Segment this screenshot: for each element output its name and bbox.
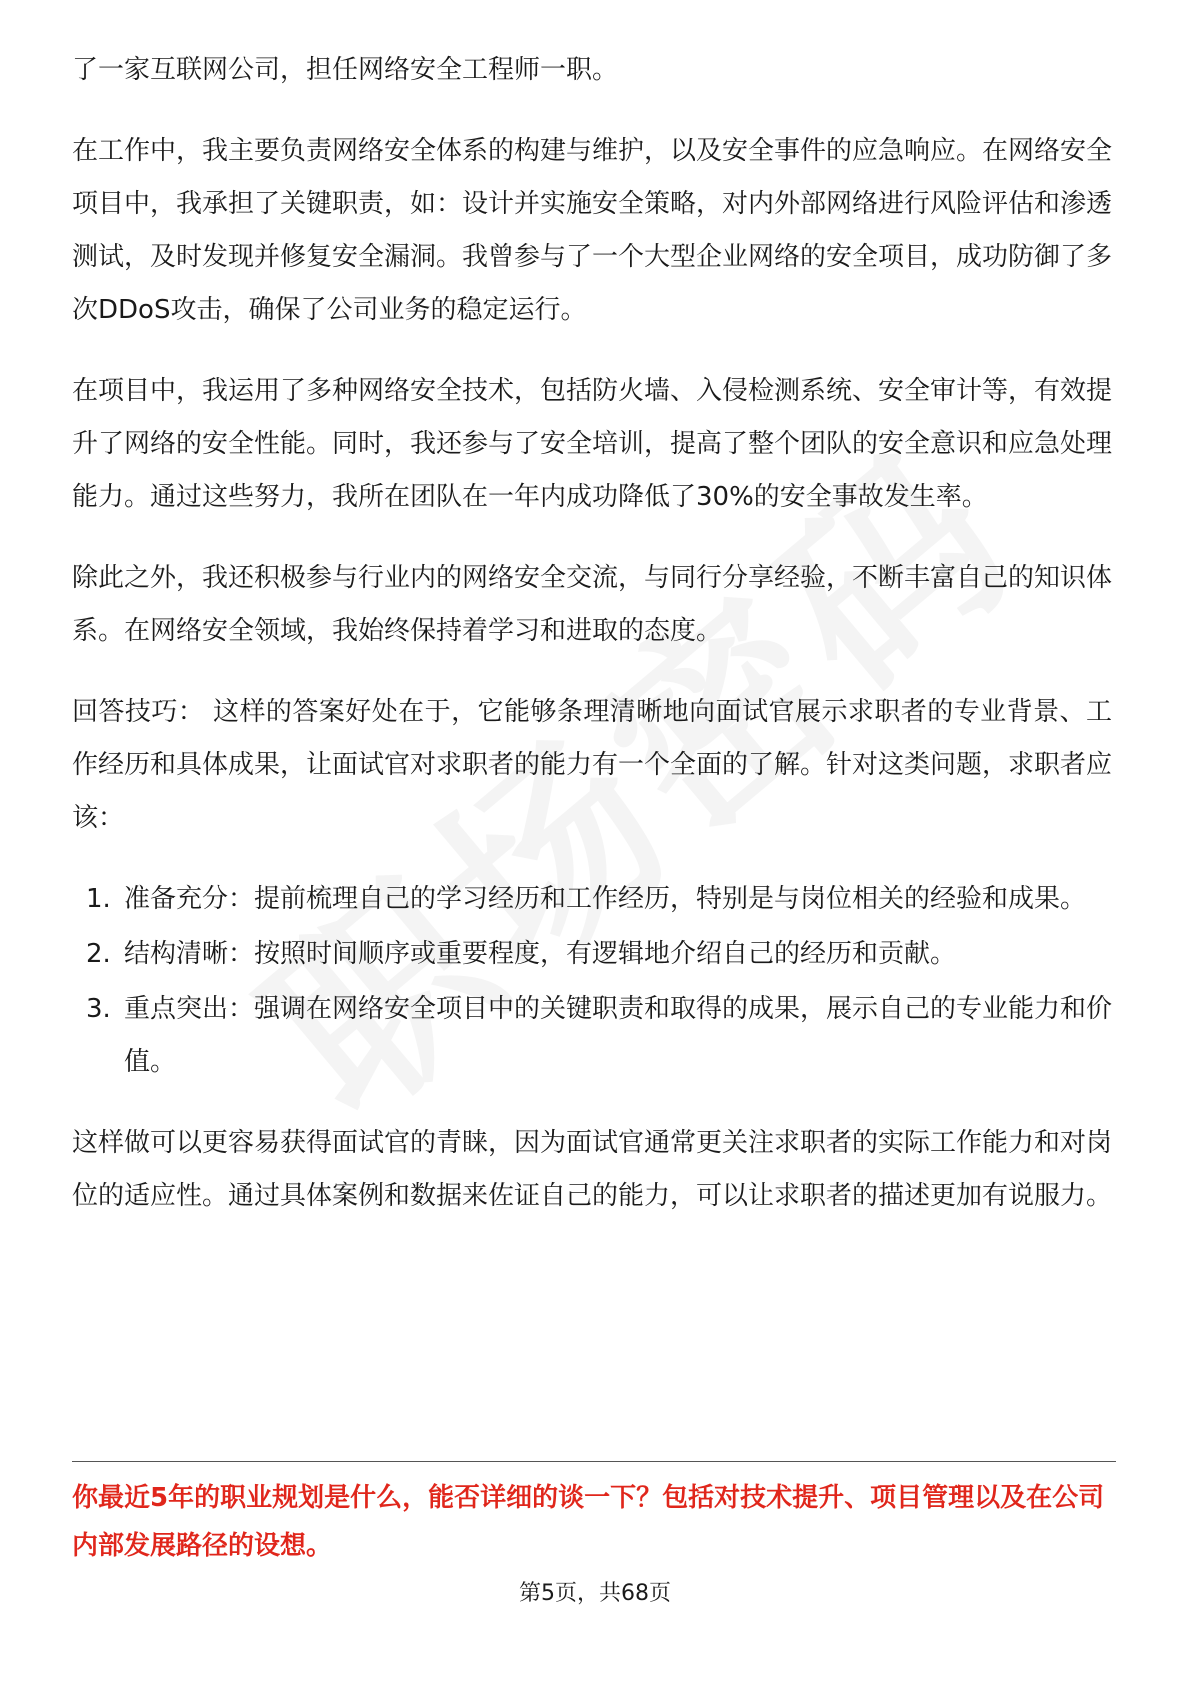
paragraph-conclusion: 这样做可以更容易获得面试官的青睐，因为面试官通常更关注求职者的实际工作能力和对岗位的适应性。通过具体案例和数据来佐证自己的能力，可以让求职者的描述更加有说服力。 xyxy=(72,1128,1113,1211)
list-number: 3. xyxy=(86,994,111,1024)
paragraph-answer-tips: 回答技巧： 这样的答案好处在于，它能够条理清晰地向面试官展示求职者的专业背景、工作经历和具体成果，让面试官对求职者的能力有一个全面的了解。针对这类问题，求职者应该： xyxy=(72,697,1113,833)
next-question-heading: 你最近5年的职业规划是什么，能否详细的谈一下？包括对技术提升、项目管理以及在公司内部发展路径的设想。 xyxy=(72,1483,1105,1561)
paragraph-work-duties: 在工作中，我主要负责网络安全体系的构建与维护，以及安全事件的应急响应。在网络安全项目中，我承担了关键职责，如：设计并实施安全策略，对内外部网络进行风险评估和渗透测试，及时发现并修复安全漏洞。我曾参与了一个大型企业网络的安全项目，成功防御了多次DDoS攻击，确保了公司业务的稳定运行。 xyxy=(72,136,1113,325)
list-item-text: 准备充分：提前梳理自己的学习经历和工作经历，特别是与岗位相关的经验和成果。 xyxy=(124,884,1087,914)
list-item xyxy=(72,873,1112,926)
paragraph-project-tech: 在项目中，我运用了多种网络安全技术，包括防火墙、入侵检测系统、安全审计等，有效提升了网络的安全性能。同时，我还参与了安全培训，提高了整个团队的安全意识和应急处理能力。通过这些努力，我所在团队在一年内成功降低了30%的安全事故发生率。 xyxy=(72,376,1113,512)
list-number: 2. xyxy=(86,939,111,969)
list-item xyxy=(72,928,1112,981)
tips-list xyxy=(72,873,1112,1089)
list-number: 1. xyxy=(86,884,111,914)
paragraph-industry-exchange: 除此之外，我还积极参与行业内的网络安全交流，与同行分享经验，不断丰富自己的知识体系。在网络安全领域，我始终保持着学习和进取的态度。 xyxy=(72,563,1113,646)
list-item-text: 重点突出：强调在网络安全项目中的关键职责和取得的成果，展示自己的专业能力和价值。 xyxy=(124,994,1113,1077)
section-divider xyxy=(72,1461,1116,1462)
page-number: 第5页，共68页 xyxy=(519,1581,671,1606)
document-body xyxy=(72,44,1112,1251)
list-item xyxy=(72,983,1112,1089)
paragraph-intro-end: 了一家互联网公司，担任网络安全工程师一职。 xyxy=(72,55,619,85)
list-item-text: 结构清晰：按照时间顺序或重要程度，有逻辑地介绍自己的经历和贡献。 xyxy=(124,939,957,969)
